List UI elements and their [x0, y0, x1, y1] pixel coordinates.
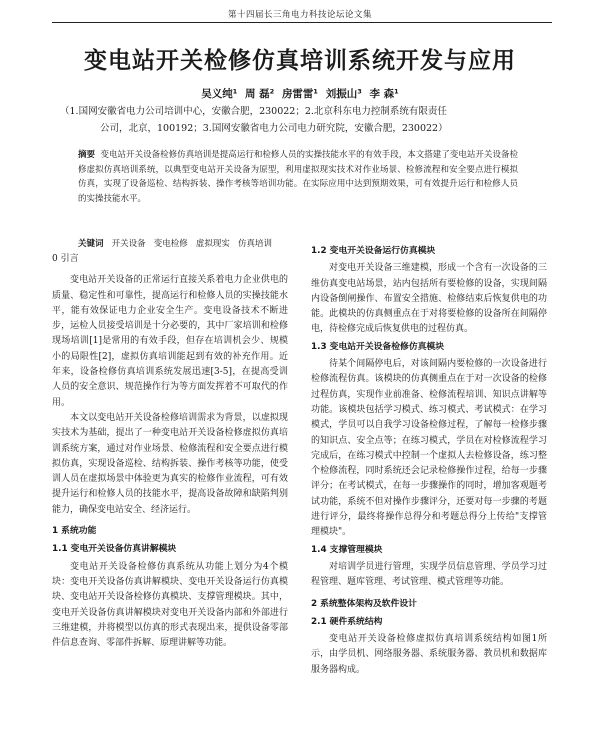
author: 房雷雷¹ — [281, 88, 319, 100]
paragraph: 本文以变电站开关设备检修培训需求为背景，以虚拟现实技术为基础，提出了一种变电站开关设备检修虚拟仿真培训系统方案，通过对作业场景、检修流程和安全要点进行模拟仿真，实现设备巡检、结构拆装、操作考核等功能，使受训人员在虚拟场景中体验更为真实的检修作业流程，可有效提升运行和检修人员的技能水平，提高设备故障和缺陷判别能力，确保变电站安全、经济运行。 — [52, 412, 288, 515]
subsection-heading: 1.1 变电开关设备仿真讲解模块 — [52, 544, 177, 555]
author-list — [0, 86, 600, 101]
abstract — [78, 148, 518, 206]
section-heading: 1 系统功能 — [52, 526, 97, 537]
author: 李 森¹ — [369, 88, 399, 100]
subsection-heading: 1.3 变电站开关设备检修仿真模块 — [311, 341, 445, 352]
keywords-label: 关键词 — [78, 239, 104, 249]
running-title: 第十四届长三角电力科技论坛论文集 — [227, 10, 372, 20]
subsection-heading: 2.1 硬件系统结构 — [311, 616, 383, 627]
right-column — [311, 242, 547, 678]
keyword: 开关设备 — [111, 239, 146, 249]
keyword: 变电检修 — [153, 239, 188, 249]
abstract-label: 摘要 — [78, 150, 96, 160]
author: 吴义纯¹ — [201, 88, 238, 100]
left-column — [52, 252, 288, 651]
keyword: 仿真培训 — [238, 239, 273, 249]
paragraph: 变电站开关设备检修仿真系统从功能上划分为4个模块：变电开关设备仿真讲解模块、变电开关设备运行仿真模块、变电站开关设备检修仿真模块、支撑管理模块。其中，变电开关设备仿真讲解模块对变电开关设备内部和外部进行三维建模，并将模型以仿真的形式表现出来，提供设备零部件信息查询、零部件拆解、原理讲解等功能。 — [52, 561, 288, 649]
section-heading: 0 引言 — [52, 254, 79, 264]
paragraph: 对培训学员进行管理，实现学员信息管理、学员学习过程管理、题库管理、考试管理、模式管理等功能。 — [311, 561, 547, 588]
header-rule — [52, 22, 552, 23]
paper-title: 变电站开关检修仿真培训系统开发与应用 — [84, 48, 516, 74]
subsection-heading: 1.2 变电开关设备运行仿真模块 — [311, 246, 436, 256]
keyword: 虚拟现实 — [195, 239, 230, 249]
paragraph: 待某个间隔停电后，对该间隔内要检修的一次设备进行检修流程仿真。该模块的仿真侧重点在于对一次设备的检修过程仿真，实现作业前准备、检修流程培训、知识点讲解等功能。该模块包括学习模式、练习模式、考试模式：在学习模式，学员可以自我学习设备检修过程，了解每一检修步骤的知识点、安全点等；在练习模式，学员在对检修流程学习完成后，在练习模式中控制一个虚拟人去检修设备，练习整个检修流程，同时系统还会记录检修操作过程，给每一步骤评分；在考试模式，在每一步骤操作的同时，增加客观题考试功能，系统不但对操作步骤评分，还要对每一步骤的考题进行评分，最终将操作总得分和考题总得分上传给"支撑管理模块"。 — [311, 359, 547, 538]
abstract-text: 变电站开关设备检修仿真培训是提高运行和检修人员的实操技能水平的有效手段，本文搭建了变电站开关设备检修虚拟仿真培训系统，以典型变电站开关设备为原型，利用虚拟现实技术对作业场景、检修流程和安全要点进行模拟仿真，实现了设备巡检、结构拆装、操作考核等培训功能。在实际应用中达到预期效果，可有效提升运行和检修人员的实操技能水平。 — [78, 150, 518, 204]
affiliation-line-1: （1.国网安徽省电力公司培训中心，安徽合肥，230022；2.北京科东电力控制系统有限责任 — [60, 106, 447, 117]
author: 周 磊² — [245, 88, 275, 100]
paragraph: 变电站开关设备的正常运行直接关系着电力企业供电的质量、稳定性和可靠性，提高运行和检修人员的实操技能水平，能有效保证电力企业安全生产。变电设备技术不断进步，运检人员接受培训是十分必要的，其中厂家培训和检修现场培训[1]是常用的有效手段，但存在培训机会少、规模小的局限性[2]，虚拟仿真培训能起到有效的补充作用。近年来，设备检修仿真培训系统发展迅速[3-5]，在提高受训人员的安全意识、规范操作行为等方面发挥着不可取代的作用。 — [52, 275, 288, 408]
affiliation-line-2: 公司，北京，100192；3.国网安徽省电力公司电力研究院，安徽合肥，230022） — [100, 123, 448, 134]
section-heading: 2 系统整体架构及软件设计 — [311, 598, 417, 609]
paragraph: 对变电开关设备三维建模，形成一个含有一次设备的三维仿真变电站场景，站内包括所有要检修的设备，实现间隔内设备倒闸操作、布置安全措施、检修结束后恢复供电的功能。此模块的仿真侧重点在于对将要检修的设备所在间隔停电，待检修完成后恢复供电的过程仿真。 — [311, 263, 547, 335]
paragraph: 变电站开关设备检修虚拟仿真培训系统结构如图1所示，由学员机、网络服务器、系统服务器、教员机和数据库服务器构成。 — [311, 634, 547, 675]
author: 刘振山³ — [325, 88, 362, 100]
subsection-heading: 1.4 支撑管理模块 — [311, 544, 383, 555]
